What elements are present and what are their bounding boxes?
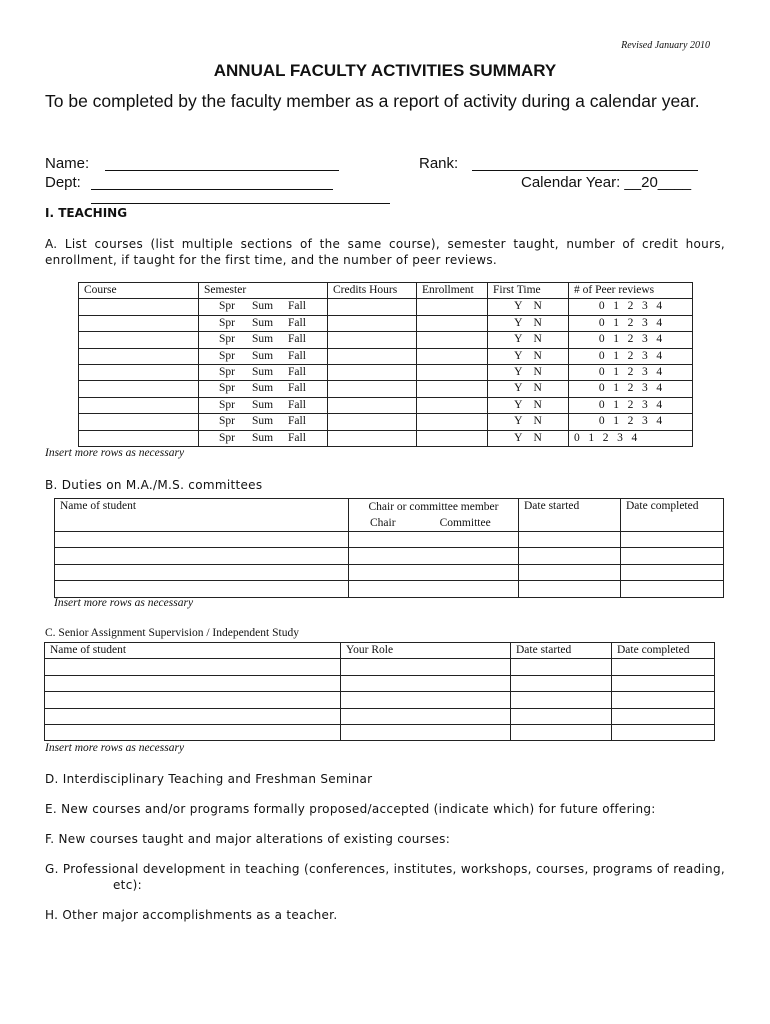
semester-sum: Sum [252, 300, 274, 313]
date-started-cell[interactable] [511, 659, 612, 675]
supervision-header-student: Name of student [45, 643, 341, 659]
courses-table-note: Insert more rows as necessary [45, 447, 185, 459]
credit-hours-cell[interactable] [328, 315, 417, 331]
courses-header-1: Semester [199, 283, 328, 299]
course-cell[interactable] [79, 381, 199, 397]
course-cell[interactable] [79, 299, 199, 315]
courses-header-4: First Time [488, 283, 569, 299]
committee-role-cell[interactable] [349, 581, 519, 597]
date-completed-cell[interactable] [612, 659, 715, 675]
table-row [45, 692, 715, 708]
committees-sub-chair: Chair [370, 517, 396, 529]
peer-reviews-cell[interactable]: 0 1 2 3 4 [569, 332, 693, 348]
committee-role-cell[interactable] [349, 532, 519, 548]
student-name-cell[interactable] [55, 532, 349, 548]
semester-spr: Spr [219, 398, 235, 411]
enrollment-cell[interactable] [417, 348, 488, 364]
semester-cell[interactable] [199, 381, 328, 397]
semester-fall: Fall [288, 316, 306, 329]
semester-sum: Sum [252, 415, 274, 428]
committees-header-student: Name of student [55, 499, 349, 532]
enrollment-cell[interactable] [417, 414, 488, 430]
course-cell[interactable] [79, 397, 199, 413]
supervision-table-note: Insert more rows as necessary [45, 742, 185, 754]
table-row [55, 564, 724, 580]
course-cell[interactable] [79, 332, 199, 348]
semester-spr: Spr [219, 382, 235, 395]
semester-cell[interactable] [199, 315, 328, 331]
table-row [79, 397, 693, 413]
table-row [55, 532, 724, 548]
table-row [79, 381, 693, 397]
semester-sum: Sum [252, 349, 274, 362]
semester-fall: Fall [288, 398, 306, 411]
rank-field[interactable] [472, 170, 698, 171]
peer-reviews-cell[interactable]: 0 1 2 3 4 [569, 397, 693, 413]
semester-spr: Spr [219, 316, 235, 329]
table-row [55, 581, 724, 597]
table-row [79, 414, 693, 430]
credit-hours-cell[interactable] [328, 364, 417, 380]
your-role-cell[interactable] [341, 708, 511, 724]
dept-field[interactable] [91, 189, 333, 190]
semester-cell[interactable] [199, 364, 328, 380]
supervision-header-started: Date started [511, 643, 612, 659]
date-started-cell[interactable] [519, 532, 621, 548]
date-completed-cell[interactable] [621, 532, 724, 548]
committees-header-completed: Date completed [621, 499, 724, 532]
peer-reviews-cell[interactable]: 0 1 2 3 4 [569, 315, 693, 331]
first-time-cell[interactable]: Y N [488, 397, 569, 413]
your-role-cell[interactable] [341, 724, 511, 740]
credit-hours-cell[interactable] [328, 381, 417, 397]
semester-fall: Fall [288, 382, 306, 395]
first-time-cell[interactable]: Y N [488, 315, 569, 331]
semester-cell[interactable] [199, 414, 328, 430]
supervision-header-role: Your Role [341, 643, 511, 659]
course-cell[interactable] [79, 348, 199, 364]
section-f-text: F. New courses taught and major alterations of existing courses: [45, 832, 451, 846]
section-d-text: D. Interdisciplinary Teaching and Freshman Seminar [45, 772, 373, 786]
table-row [79, 348, 693, 364]
semester-spr: Spr [219, 365, 235, 378]
courses-header-5: # of Peer reviews [569, 283, 693, 299]
enrollment-cell[interactable] [417, 381, 488, 397]
section-h-text: H. Other major accomplishments as a teacher. [45, 908, 338, 922]
section-e-text: E. New courses and/or programs formally proposed/accepted (indicate which) for future offering: [45, 802, 656, 816]
committees-header-started: Date started [519, 499, 621, 532]
table-row [79, 315, 693, 331]
semester-fall: Fall [288, 365, 306, 378]
first-time-cell[interactable]: Y N [488, 332, 569, 348]
first-time-cell[interactable]: Y N [488, 348, 569, 364]
enrollment-cell[interactable] [417, 299, 488, 315]
credit-hours-cell[interactable] [328, 332, 417, 348]
committees-header-row [55, 499, 724, 532]
section-c-title: C. Senior Assignment Supervision / Independent Study [45, 627, 299, 639]
committees-table [54, 498, 724, 598]
dept-field-line-2[interactable] [91, 203, 390, 204]
course-cell[interactable] [79, 364, 199, 380]
semester-fall: Fall [288, 300, 306, 313]
date-started-cell[interactable] [511, 692, 612, 708]
committees-header-role-label: Chair or committee member [368, 501, 499, 513]
semester-cell[interactable] [199, 430, 328, 446]
date-completed-cell[interactable] [621, 564, 724, 580]
name-field[interactable] [105, 170, 339, 171]
rank-label: Rank: [419, 155, 459, 172]
first-time-cell[interactable]: Y N [488, 299, 569, 315]
courses-table [78, 282, 693, 447]
enrollment-cell[interactable] [417, 397, 488, 413]
table-row [79, 332, 693, 348]
peer-reviews-cell[interactable]: 0 1 2 3 4 [569, 414, 693, 430]
peer-reviews-cell[interactable]: 0 1 2 3 4 [569, 364, 693, 380]
semester-cell[interactable] [199, 332, 328, 348]
date-completed-cell[interactable] [612, 708, 715, 724]
peer-reviews-cell[interactable]: 0 1 2 3 4 [569, 381, 693, 397]
enrollment-cell[interactable] [417, 332, 488, 348]
supervision-table [44, 642, 715, 741]
name-label: Name: [45, 155, 90, 172]
date-completed-cell[interactable] [621, 548, 724, 564]
peer-reviews-cell[interactable]: 0 1 2 3 4 [569, 299, 693, 315]
semester-cell[interactable] [199, 348, 328, 364]
enrollment-cell[interactable] [417, 315, 488, 331]
student-name-cell[interactable] [55, 581, 349, 597]
supervision-header-row [45, 643, 715, 659]
date-started-cell[interactable] [519, 548, 621, 564]
table-row [45, 724, 715, 740]
page-title: ANNUAL FACULTY ACTIVITIES SUMMARY [213, 61, 557, 80]
table-row [45, 708, 715, 724]
semester-sum: Sum [252, 333, 274, 346]
semester-spr: Spr [219, 333, 235, 346]
course-cell[interactable] [79, 430, 199, 446]
supervision-header-completed: Date completed [612, 643, 715, 659]
committee-role-cell[interactable] [349, 564, 519, 580]
course-cell[interactable] [79, 315, 199, 331]
student-name-cell[interactable] [45, 708, 341, 724]
peer-reviews-cell[interactable]: 0 1 2 3 4 [569, 430, 693, 446]
page-subtitle: To be completed by the faculty member as a report of activity during a calendar year. [45, 91, 700, 111]
semester-cell[interactable] [199, 397, 328, 413]
section-b-title: B. Duties on M.A./M.S. committees [45, 478, 263, 492]
courses-header-2: Credits Hours [328, 283, 417, 299]
semester-sum: Sum [252, 382, 274, 395]
table-row [79, 364, 693, 380]
date-started-cell[interactable] [511, 724, 612, 740]
semester-fall: Fall [288, 349, 306, 362]
date-started-cell[interactable] [511, 708, 612, 724]
semester-sum: Sum [252, 431, 274, 444]
enrollment-cell[interactable] [417, 364, 488, 380]
student-name-cell[interactable] [55, 564, 349, 580]
credit-hours-cell[interactable] [328, 348, 417, 364]
student-name-cell[interactable] [45, 724, 341, 740]
table-row [45, 675, 715, 691]
section-teaching-heading: I. TEACHING [45, 206, 128, 220]
student-name-cell[interactable] [45, 692, 341, 708]
committees-sub-committee: Committee [439, 517, 491, 529]
course-cell[interactable] [79, 414, 199, 430]
table-row [79, 430, 693, 446]
first-time-cell[interactable]: Y N [488, 381, 569, 397]
revision-date: Revised January 2010 [621, 40, 710, 51]
courses-header-3: Enrollment [417, 283, 488, 299]
semester-sum: Sum [252, 398, 274, 411]
semester-spr: Spr [219, 431, 235, 444]
enrollment-cell[interactable] [417, 430, 488, 446]
your-role-cell[interactable] [341, 659, 511, 675]
semester-fall: Fall [288, 333, 306, 346]
credit-hours-cell[interactable] [328, 299, 417, 315]
your-role-cell[interactable] [341, 692, 511, 708]
semester-sum: Sum [252, 316, 274, 329]
courses-header-row [79, 283, 693, 299]
first-time-cell[interactable]: Y N [488, 414, 569, 430]
committees-table-note: Insert more rows as necessary [54, 597, 194, 609]
semester-spr: Spr [219, 300, 235, 313]
section-a-text: A. List courses (list multiple sections of the same course), semester taught, number of credit hours, enrollment, if taught for the first time, and the number of peer reviews. [45, 237, 725, 267]
first-time-cell[interactable]: Y N [488, 364, 569, 380]
student-name-cell[interactable] [45, 659, 341, 675]
date-started-cell[interactable] [519, 581, 621, 597]
first-time-cell[interactable]: Y N [488, 430, 569, 446]
table-row [45, 659, 715, 675]
credit-hours-cell[interactable] [328, 414, 417, 430]
date-started-cell[interactable] [511, 675, 612, 691]
your-role-cell[interactable] [341, 675, 511, 691]
credit-hours-cell[interactable] [328, 430, 417, 446]
student-name-cell[interactable] [45, 675, 341, 691]
section-g-text: G. Professional development in teaching (conferences, institutes, workshops, courses, programs of reading, etc): [45, 862, 725, 892]
date-completed-cell[interactable] [621, 581, 724, 597]
date-started-cell[interactable] [519, 564, 621, 580]
committee-role-cell[interactable] [349, 548, 519, 564]
date-completed-cell[interactable] [612, 692, 715, 708]
date-completed-cell[interactable] [612, 724, 715, 740]
semester-cell[interactable] [199, 299, 328, 315]
table-row [55, 548, 724, 564]
semester-sum: Sum [252, 365, 274, 378]
dept-label: Dept: [45, 174, 81, 191]
semester-spr: Spr [219, 349, 235, 362]
semester-fall: Fall [288, 415, 306, 428]
committees-header-role [349, 499, 519, 532]
table-row [79, 299, 693, 315]
semester-spr: Spr [219, 415, 235, 428]
student-name-cell[interactable] [55, 548, 349, 564]
courses-header-0: Course [79, 283, 199, 299]
date-completed-cell[interactable] [612, 675, 715, 691]
credit-hours-cell[interactable] [328, 397, 417, 413]
semester-fall: Fall [288, 431, 306, 444]
calendar-year-field[interactable]: Calendar Year: __20____ [521, 174, 692, 191]
peer-reviews-cell[interactable]: 0 1 2 3 4 [569, 348, 693, 364]
